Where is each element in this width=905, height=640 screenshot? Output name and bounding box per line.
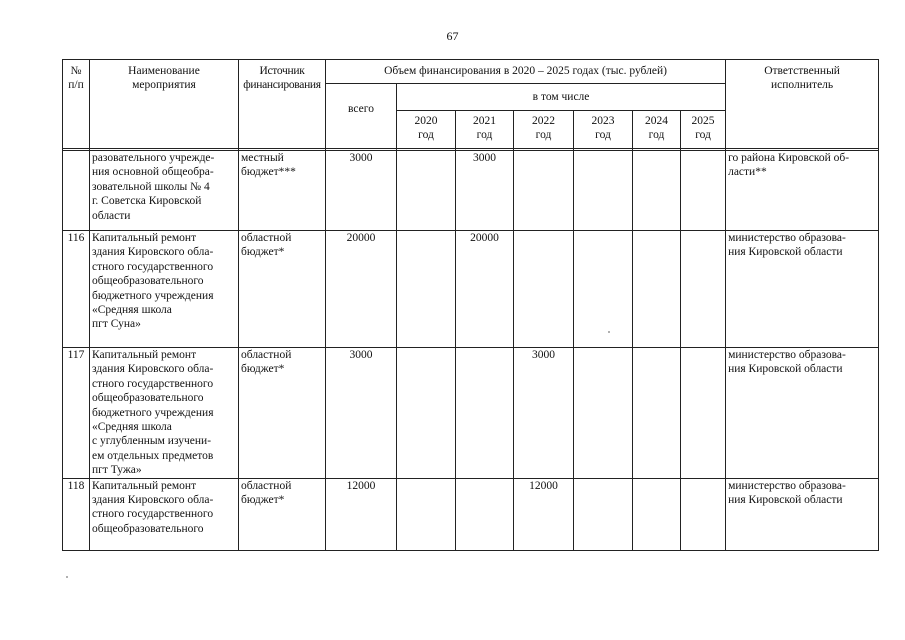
header-including: в том числе bbox=[397, 84, 726, 111]
table-row bbox=[63, 348, 879, 479]
row-2020 bbox=[397, 478, 456, 550]
row-num: 118 bbox=[63, 478, 90, 550]
row-2024 bbox=[633, 151, 681, 231]
page-number: 67 bbox=[446, 29, 459, 43]
header-num: № п/п bbox=[63, 60, 90, 149]
row-2022 bbox=[514, 231, 574, 348]
row-num bbox=[63, 151, 90, 231]
row-2024 bbox=[633, 348, 681, 479]
header-responsible: Ответственный исполнитель bbox=[726, 60, 879, 149]
row-total: 3000 bbox=[326, 151, 397, 231]
row-2020 bbox=[397, 231, 456, 348]
row-source: областной бюджет* bbox=[239, 231, 326, 348]
row-2024 bbox=[633, 231, 681, 348]
header-year-2021: 2021 год bbox=[456, 111, 514, 149]
row-2021: 20000 bbox=[456, 231, 514, 348]
row-2021 bbox=[456, 348, 514, 479]
header-year-2020: 2020 год bbox=[397, 111, 456, 149]
row-total: 3000 bbox=[326, 348, 397, 479]
header-year-2025: 2025 год bbox=[681, 111, 726, 149]
row-2021 bbox=[456, 478, 514, 550]
row-name: Капитальный ремонт здания Кировского обла- стного государственного общеобразовательного бюджетного учреждения «Средняя школа пгт Суна» bbox=[90, 231, 239, 348]
header-name: Наименование мероприятия bbox=[90, 60, 239, 149]
row-name: разовательного учрежде- ния основной общеобра- зовательной школы № 4 г. Советска Кировской области bbox=[90, 151, 239, 231]
row-2025 bbox=[681, 348, 726, 479]
row-2025 bbox=[681, 231, 726, 348]
row-responsible: министерство образова- ния Кировской области bbox=[726, 231, 879, 348]
header-year-2022: 2022 год bbox=[514, 111, 574, 149]
row-name: Капитальный ремонт здания Кировского обла- стного государственного общеобразовательного bbox=[90, 478, 239, 550]
table-row bbox=[63, 151, 879, 231]
header-source: Источник финансирования bbox=[239, 60, 326, 149]
table-row bbox=[63, 478, 879, 550]
row-2024 bbox=[633, 478, 681, 550]
row-total: 20000 bbox=[326, 231, 397, 348]
financing-table bbox=[62, 59, 879, 551]
header-volume: Объем финансирования в 2020 – 2025 годах (тыс. рублей) bbox=[326, 60, 726, 84]
row-2022: 12000 bbox=[514, 478, 574, 550]
row-2025 bbox=[681, 478, 726, 550]
row-2022 bbox=[514, 151, 574, 231]
row-responsible: го района Кировской об- ласти** bbox=[726, 151, 879, 231]
row-responsible: министерство образова- ния Кировской области bbox=[726, 348, 879, 479]
header-total: всего bbox=[326, 84, 397, 149]
row-2023 bbox=[574, 151, 633, 231]
table-row bbox=[63, 231, 879, 348]
row-name: Капитальный ремонт здания Кировского обла- стного государственного общеобразовательного бюджетного учреждения «Средняя школа с углубленным изучени- ем отдельных предметов пгт Тужа» bbox=[90, 348, 239, 479]
scan-speck bbox=[66, 576, 68, 578]
row-2023 bbox=[574, 231, 633, 348]
row-2023 bbox=[574, 348, 633, 479]
row-source: областной бюджет* bbox=[239, 478, 326, 550]
row-total: 12000 bbox=[326, 478, 397, 550]
row-num: 117 bbox=[63, 348, 90, 479]
header-year-2024: 2024 год bbox=[633, 111, 681, 149]
row-source: областной бюджет* bbox=[239, 348, 326, 479]
header-year-2023: 2023 год bbox=[574, 111, 633, 149]
row-2025 bbox=[681, 151, 726, 231]
row-2021: 3000 bbox=[456, 151, 514, 231]
row-responsible: министерство образова- ния Кировской области bbox=[726, 478, 879, 550]
row-2020 bbox=[397, 348, 456, 479]
row-source: местный бюджет*** bbox=[239, 151, 326, 231]
row-num: 116 bbox=[63, 231, 90, 348]
scan-speck bbox=[608, 331, 610, 333]
row-2022: 3000 bbox=[514, 348, 574, 479]
row-2023 bbox=[574, 478, 633, 550]
row-2020 bbox=[397, 151, 456, 231]
